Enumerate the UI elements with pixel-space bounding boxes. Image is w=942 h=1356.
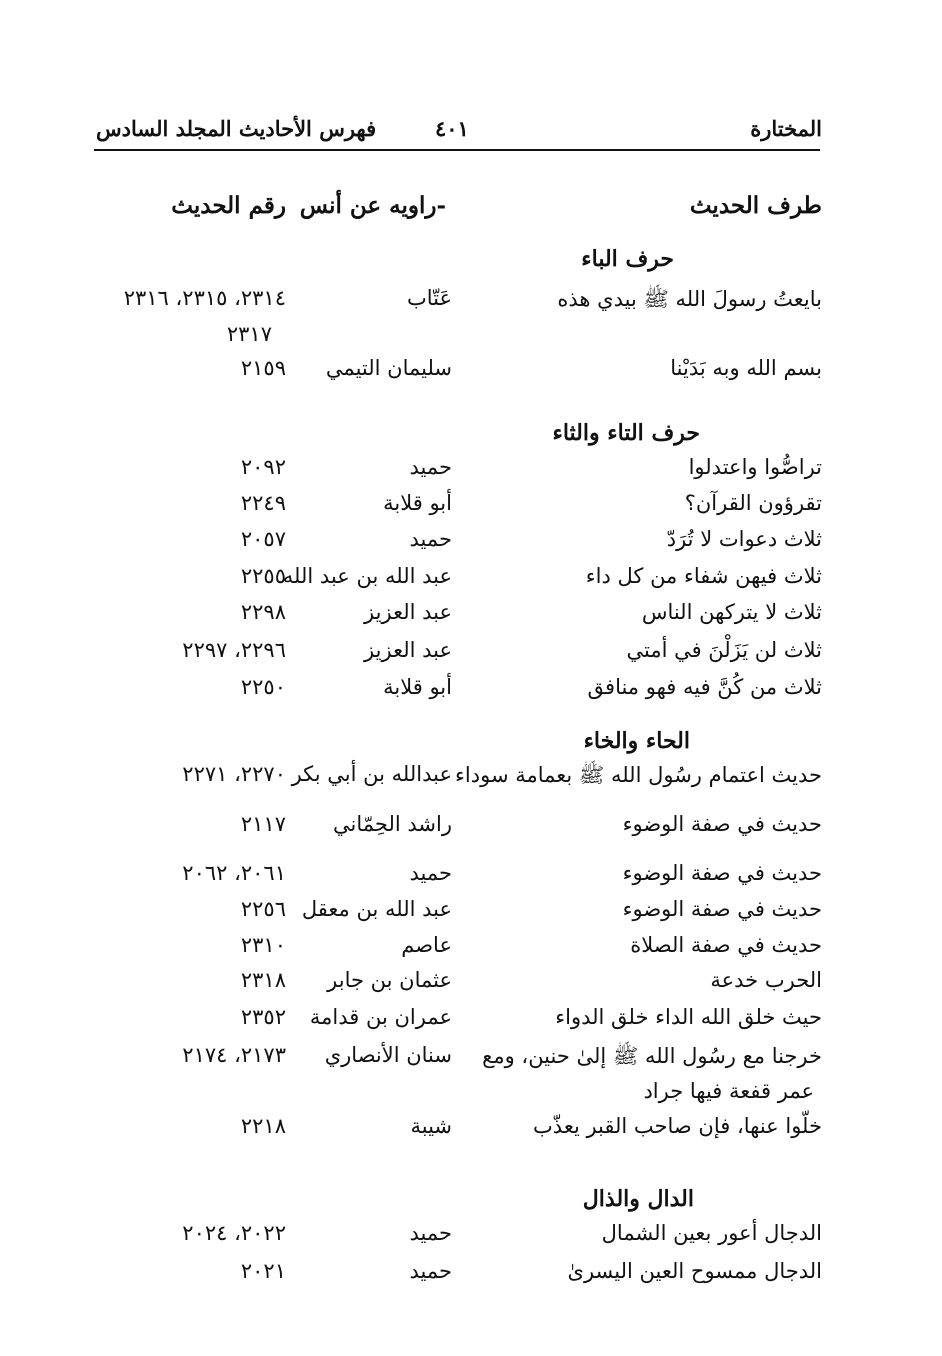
hadith-number-continued: ٢٣١٧ [226,322,272,346]
hadith-text: ثلاث دعوات لا تُرَدّ [666,527,822,551]
hadith-number: ٢٢٧٠، ٢٢٧١ [182,762,286,786]
hadith-text: بسم الله وبه بَدَيْنا [670,356,822,380]
hadith-text: حديث في صفة الوضوء [622,897,822,921]
hadith-number: ٢٠٥٧ [240,527,286,551]
hadith-text: ثلاث فيهن شفاء من كل داء [585,564,822,588]
column-heading-narrator: راويه عن أنس- [299,192,446,219]
hadith-number: ٢٢٤٩ [240,491,286,515]
narrator: عبد الله بن معقل [301,897,452,921]
column-heading-hadith-edge: طرف الحديث [689,192,822,219]
narrator: عبد العزيز [364,600,452,624]
hadith-number: ٢٢٥٦ [240,897,286,921]
narrator: عبد العزيز [364,638,452,662]
hadith-number: ٢٢٩٦، ٢٢٩٧ [182,638,286,662]
hadith-number: ٢١٧٣، ٢١٧٤ [182,1043,286,1067]
book-title: المختارة [750,116,822,141]
hadith-text: حيث خلق الله الداء خلق الدواء [555,1005,822,1029]
narrator: سنان الأنصاري [324,1043,452,1067]
hadith-text: الحرب خدعة [710,968,822,992]
column-heading-hadith-number: رقم الحديث [171,192,286,219]
narrator: حميد [409,1221,452,1245]
section-title: حرف الباء [581,246,674,272]
narrator: راشد الحِمّاني [333,812,452,836]
narrator: عثمان بن جابر [327,968,452,992]
narrator: أبو قلابة [383,675,452,699]
hadith-number: ٢٣١٨ [240,968,286,992]
section-title: حرف التاء والثاء [552,420,700,446]
hadith-number: ٢٣١٠ [240,933,286,957]
hadith-text-continued: عمر قفعة فيها جراد [643,1079,814,1103]
hadith-number: ٢٣١٤، ٢٣١٥، ٢٣١٦ [123,286,286,310]
hadith-number: ٢٠٩٢ [240,455,286,479]
index-title: فهرس الأحاديث المجلد السادس [96,116,377,141]
hadith-text: ثلاث من كُنَّ فيه فهو منافق [587,675,822,699]
narrator: عاصم [401,933,452,957]
hadith-text: حديث في صفة الوضوء [622,861,822,885]
narrator: حميد [409,455,452,479]
narrator: حميد [409,527,452,551]
hadith-number: ٢٢٥٥ [240,564,286,588]
section-title: الحاء والخاء [583,728,690,754]
hadith-text: بايعتُ رسولَ الله ﷺ بيدي هذه [557,287,822,311]
hadith-text: خلّوا عنها، فإن صاحب القبر يعذّب [533,1114,822,1138]
hadith-text: تراصُّوا واعتدلوا [688,455,822,479]
hadith-number: ٢٠٢٢، ٢٠٢٤ [182,1221,286,1245]
narrator: حميد [409,1259,452,1283]
narrator: سليمان التيمي [325,356,452,380]
hadith-number: ٢٠٢١ [240,1259,286,1283]
narrator: حميد [409,861,452,885]
page-number: ٤٠١ [435,116,469,141]
hadith-text: خرجنا مع رسُول الله ﷺ إلىٰ حنين، ومع [482,1044,822,1068]
hadith-text: تقرؤون القرآن؟ [684,491,822,515]
hadith-text: ثلاث لن يَزَلْنَ في أمتي [626,638,822,662]
narrator: عبد الله بن عبد الله [282,564,452,588]
hadith-number: ٢٣٥٢ [240,1005,286,1029]
hadith-text: حديث اعتمام رسُول الله ﷺ بعمامة سوداء [455,763,822,787]
hadith-number: ٢١١٧ [240,812,286,836]
header-rule [94,149,820,151]
hadith-number: ٢١٥٩ [240,356,286,380]
narrator: عمران بن قدامة [309,1005,452,1029]
narrator: أبو قلابة [383,491,452,515]
hadith-text: ثلاث لا يتركهن الناس [641,600,822,624]
narrator: عَتّاب [406,286,452,310]
hadith-number: ٢٢٥٠ [240,675,286,699]
hadith-text: حديث في صفة الصلاة [630,933,822,957]
hadith-text: الدجال ممسوح العين اليسرىٰ [567,1259,822,1283]
hadith-text: الدجال أعور بعين الشمال [601,1221,822,1245]
hadith-number: ٢٠٦١، ٢٠٦٢ [182,861,286,885]
hadith-number: ٢٢١٨ [240,1114,286,1138]
hadith-number: ٢٢٩٨ [240,600,286,624]
narrator: شيبة [410,1114,452,1138]
hadith-text: حديث في صفة الوضوء [622,812,822,836]
narrator: عبدالله بن أبي بكر [291,762,452,786]
section-title: الدال والذال [582,1186,694,1212]
